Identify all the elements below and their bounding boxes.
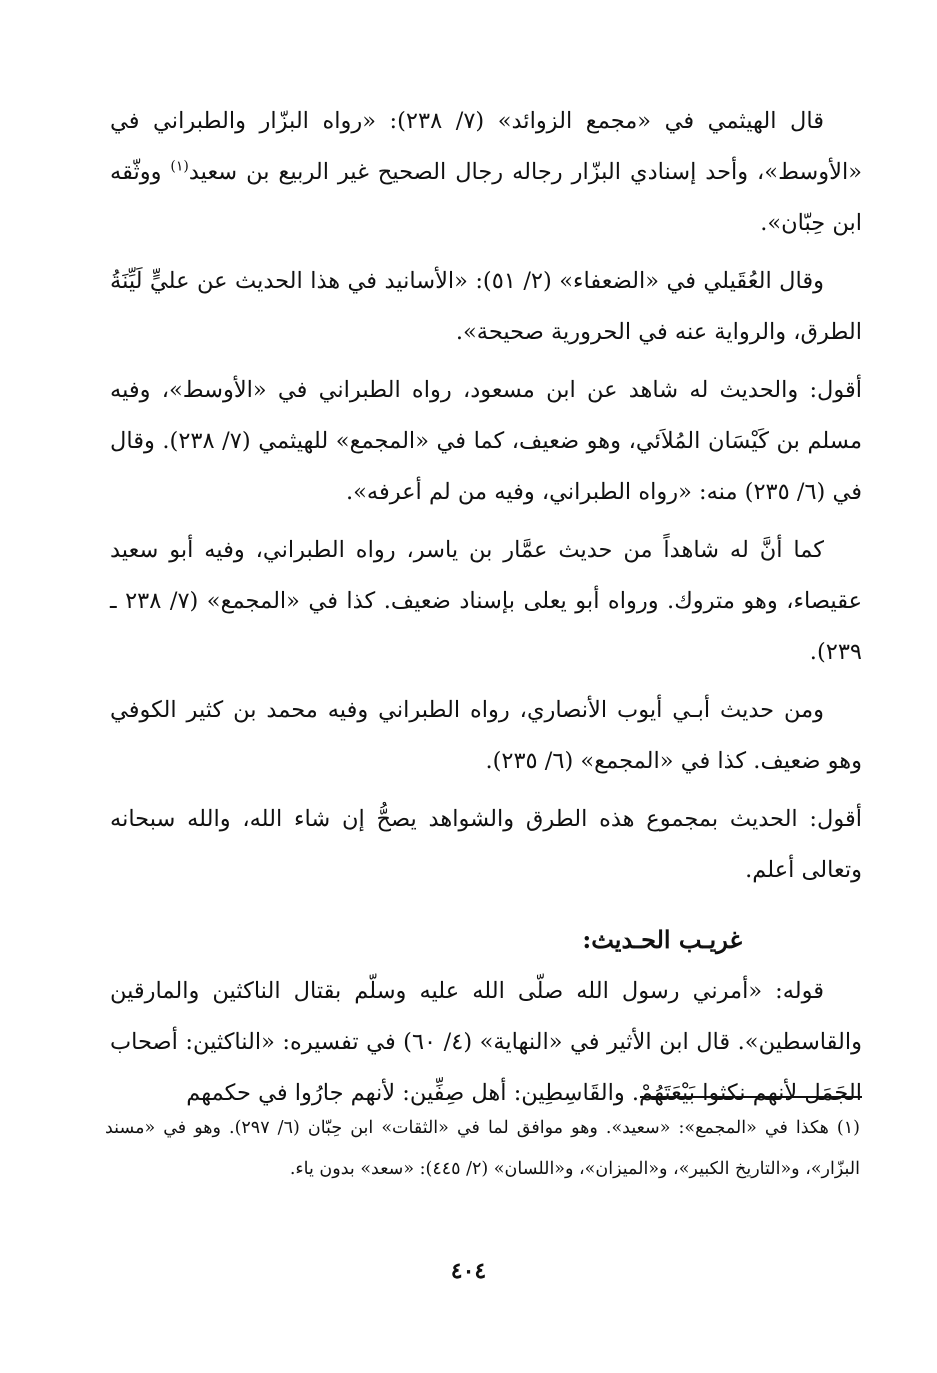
footnote: (١) هكذا في «المجمع»: «سعيد». وهو موافق لما في «الثقات» ابن حِبّان (٦/ ٢٩٧). وهو في «مسند البزّار»، و«التاريخ الكبير»، و«الميزان»، و«اللسان» (٢/ ٤٤٥): «سعد» بدون ياء. xyxy=(105,1118,860,1179)
paragraph-text-end: ووثّقه ابن حِبّان». xyxy=(110,159,862,236)
footnote-divider xyxy=(640,1096,862,1098)
paragraph-abu-ayyub: ومن حديث أبـي أيوب الأنصاري، رواه الطبراني وفيه محمد بن كثير الكوفي وهو ضعيف. كذا في «المجمع» (٦/ ٢٣٥). xyxy=(110,697,862,774)
footnote-reference: (١) xyxy=(170,158,189,175)
main-text xyxy=(110,96,862,1126)
paragraph-gharib: قوله: «أمرني رسول الله صلّى الله عليه وسلّم بقتال الناكثين والمارقين والقاسطين». قال ابن الأثير في «النهاية» (٤/ ٦٠) في تفسيره: «الناكثين: أصحاب الجَمَل لأنهم نكثوا بَيْعَتَهُمْ. والقَاسِطِين: أهل صِفِّين: لأنهم جارُوا في حكمهم xyxy=(110,978,863,1106)
paragraph-ammar: كما أنَّ له شاهداً من حديث عمَّار بن ياسر، رواه الطبراني، وفيه أبو سعيد عقيصاء، وهو متروك. ورواه أبو يعلى بإسناد ضعيف. كذا في «المجمع» (٧/ ٢٣٨ ـ ٢٣٩). xyxy=(110,537,863,665)
paragraph-uqayli: وقال العُقَيلي في «الضعفاء» (٢/ ٥١): «الأسانيد في هذا الحديث عن عليٍّ لَيِّنَةُ الطرق، والرواية عنه في الحرورية صحيحة». xyxy=(110,268,862,345)
paragraph-text: قال الهيثمي في «مجمع الزوائد» (٧/ ٢٣٨): «رواه البزّار والطبراني في «الأوسط»، وأحد إسنادي البزّار رجاله رجال الصحيح غير الربيع بن سعيد xyxy=(110,108,862,185)
section-heading: غريـب الحـديث: xyxy=(582,925,742,954)
page-number: ٤٠٤ xyxy=(450,1258,487,1284)
paragraph-conclusion: أقول: الحديث بمجموع هذه الطرق والشواهد يصحُّ إن شاء الله، والله سبحانه وتعالى أعلم. xyxy=(110,806,862,883)
paragraph-ibn-masud: أقول: والحديث له شاهد عن ابن مسعود، رواه الطبراني في «الأوسط»، وفيه مسلم بن كَيْسَان المُلاَئي، وهو ضعيف، كما في «المجمع» للهيثمي (٧/ ٢٣٨). وقال في (٦/ ٢٣٥) منه: «رواه الطبراني، وفيه من لم أعرفه». xyxy=(110,377,862,505)
paragraph-haythami xyxy=(110,96,862,249)
